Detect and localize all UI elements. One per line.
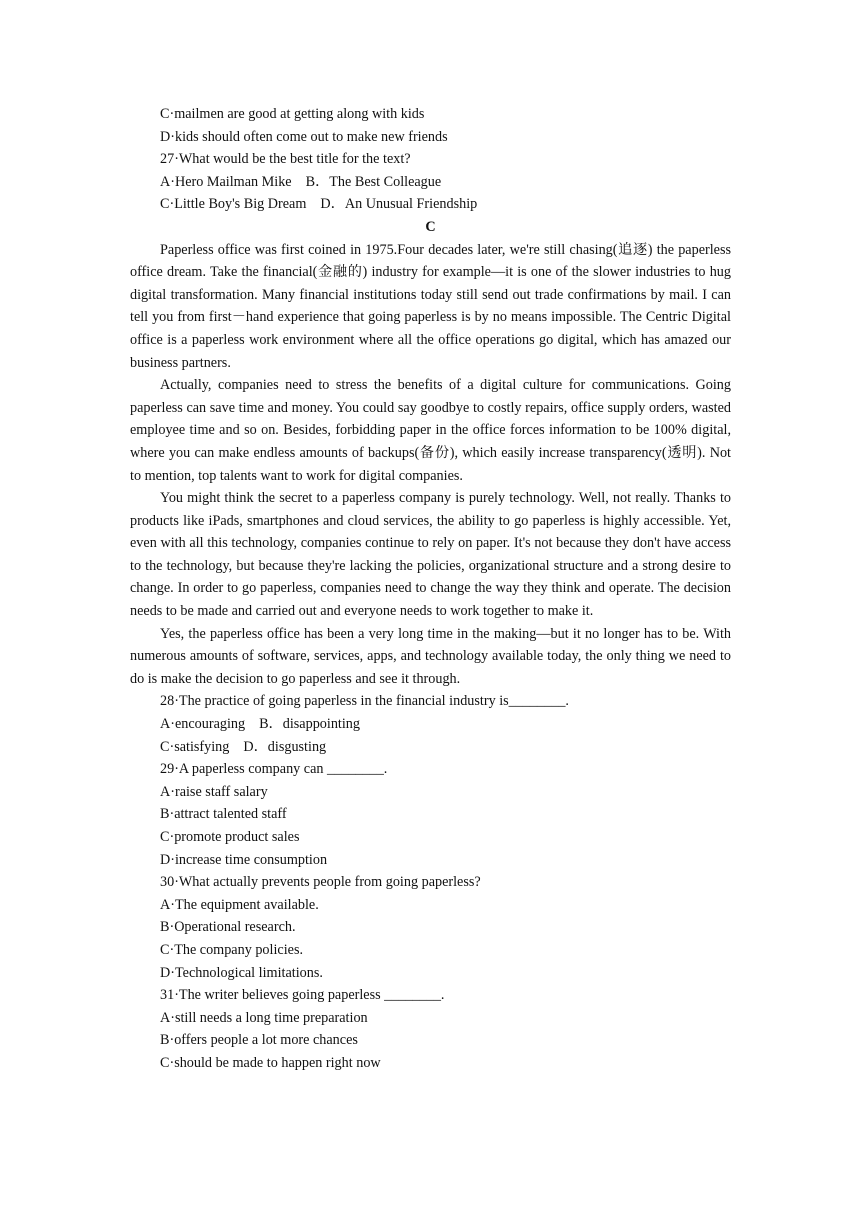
q27-option-c: C·Little Boy's Big Dream: [160, 196, 307, 213]
q30-option-d: D·Technological limitations.: [160, 964, 323, 981]
q28-option-b: B．disappointing: [259, 716, 360, 733]
q31-option-b: B·offers people a lot more chances: [160, 1032, 358, 1049]
q29-option-b: B·attract talented staff: [160, 806, 287, 823]
q27-option-b: B．The Best Colleague: [305, 173, 442, 190]
passage-paragraph: Yes, the paperless office has been a very long time in the making—but it no longer has to be. With numerous amounts of software, services, apps, and technology available today, the only thing we need to do is make the decision to go paperless and see it through.: [130, 625, 731, 687]
q28-option-d: D．disgusting: [243, 738, 327, 755]
q26-option-c: C·mailmen are good at getting along with kids: [160, 106, 425, 122]
passage-paragraph: Paperless office was first coined in 1975.Four decades later, we're still chasing(追逐) the paperless office dream. Take the financial(金融的) industry for example—it is one of the slower industries to hug digital transformation. Many financial institutions today still send out trade confirmations by mail. I can tell you from first－hand experience that going paperless is by no means impossible. The Centric Digital office is a paperless work environment where all the office operations go digital, which has amazed our business partners.: [130, 241, 731, 371]
q29-stem: 29·A paperless company can ________.: [160, 761, 388, 778]
q28-options-ab: [130, 713, 731, 736]
q29-option-c: C·promote product sales: [160, 829, 300, 845]
q28-stem: 28·The practice of going paperless in the financial industry is________.: [160, 693, 569, 710]
passage-paragraph: You might think the secret to a paperless company is purely technology. Well, not really. Thanks to products like iPads, smartphones and cloud services, the ability to go paperless is highly accessible. Yet, even with all this technology, companies continue to rely on paper. It's not because they don't have access to the technology, but because they're lacking the policies, organizational structure and a strong desire to change. In order to go paperless, companies need to change the way they think and operate. The decision needs to be made and carried out and everyone needs to work together to make it.: [130, 490, 731, 620]
q27-option-d: D．An Unusual Friendship: [320, 196, 478, 213]
exam-page: [130, 103, 731, 1075]
section-heading: C: [425, 218, 436, 235]
q28-options-cd: [130, 736, 731, 759]
q26-option-d: D·kids should often come out to make new friends: [160, 128, 448, 145]
q28-option-a: A·encouraging: [160, 716, 246, 733]
passage-paragraph: Actually, companies need to stress the benefits of a digital culture for communications. Going paperless can save time and money. You could say goodbye to costly repairs, office supply orders, wasted employee time and so on. Besides, forbidding paper in the office forces information to be 100% digital, where you can make endless amounts of backups(备份), which easily increase transparency(透明). Not to mention, top talents want to work for digital companies.: [130, 377, 731, 484]
q28-option-c: C·satisfying: [160, 738, 230, 755]
q27-option-a: A·Hero Mailman Mike: [160, 173, 292, 190]
q31-option-a: A·still needs a long time preparation: [160, 1009, 368, 1026]
q30-option-a: A·The equipment available.: [160, 896, 319, 913]
q29-option-d: D·increase time consumption: [160, 851, 328, 868]
q30-option-b: B·Operational research.: [160, 919, 296, 936]
q30-option-c: C·The company policies.: [160, 941, 304, 958]
q27-options-ab: [130, 171, 731, 194]
q27-stem: 27·What would be the best title for the text?: [160, 151, 411, 168]
q27-options-cd: [130, 193, 731, 216]
q30-stem: 30·What actually prevents people from going paperless?: [160, 874, 481, 891]
q31-option-c: C·should be made to happen right now: [160, 1054, 381, 1071]
q31-stem: 31·The writer believes going paperless ________.: [160, 987, 445, 1004]
q29-option-a: A·raise staff salary: [160, 783, 268, 800]
